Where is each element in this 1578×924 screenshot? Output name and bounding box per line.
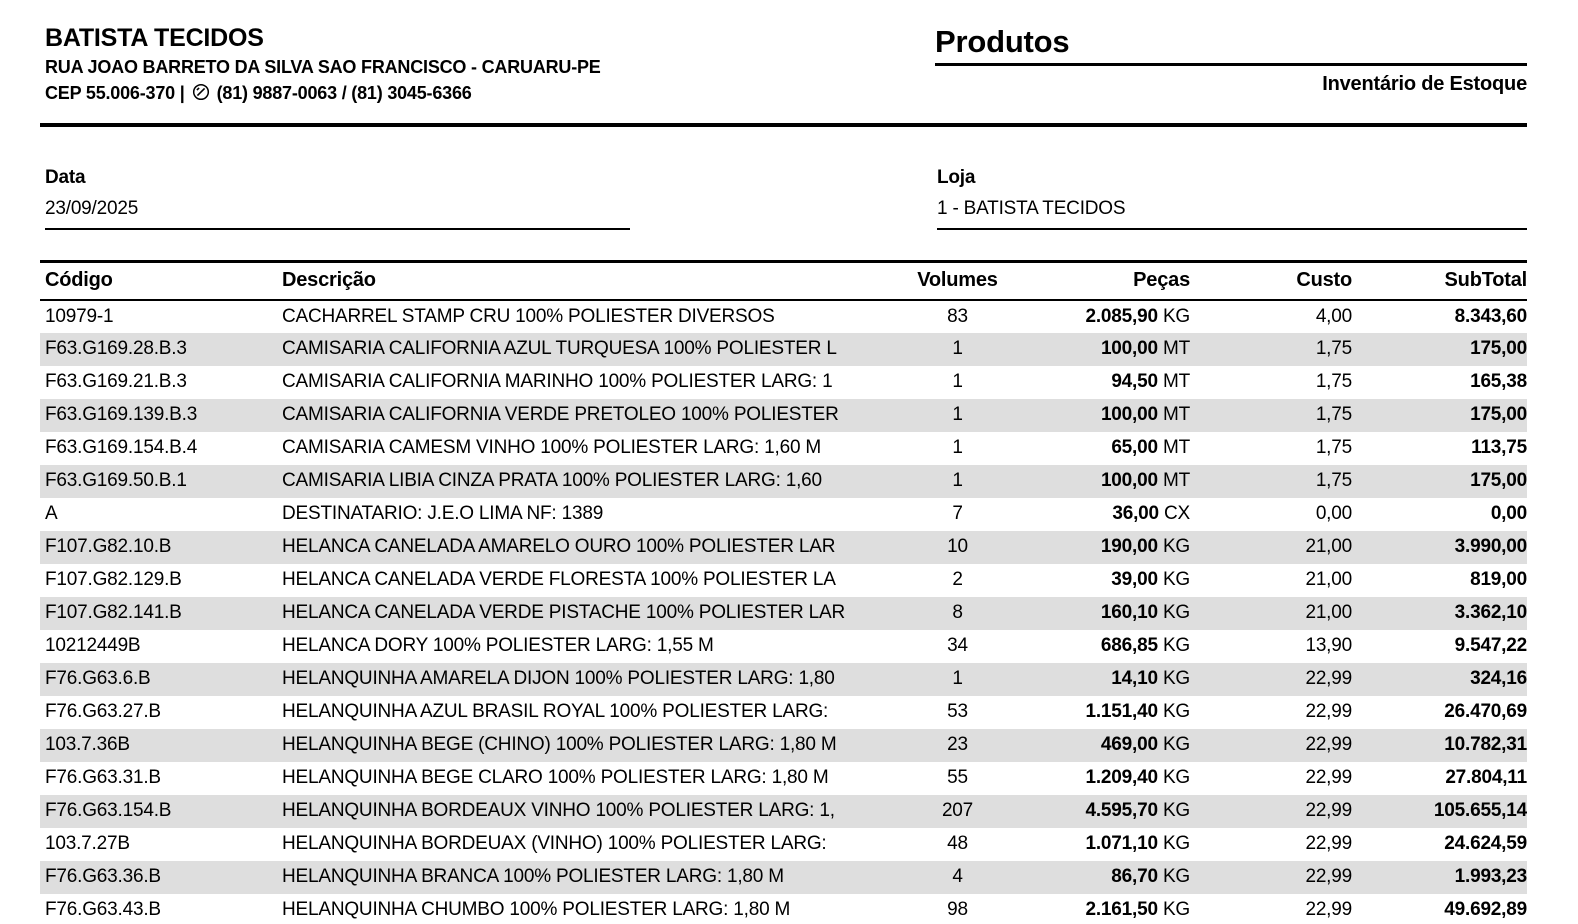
cell-volumes: 1 — [952, 371, 963, 393]
cell-volumes: 83 — [947, 305, 968, 327]
report-title-block — [935, 24, 1527, 96]
column-header-volumes: Volumes — [905, 261, 1010, 300]
column-header-subtotal: SubTotal — [1357, 261, 1527, 300]
unit-label: KG — [1162, 866, 1190, 888]
column-header-codigo: Código — [40, 261, 277, 300]
cell-pecas: 94,50 MT — [1111, 371, 1190, 393]
date-field — [45, 167, 630, 230]
phone-circle-icon — [192, 83, 210, 106]
table-body — [40, 300, 1527, 924]
table-row — [40, 333, 1527, 366]
cell-custo: 22,99 — [1305, 668, 1352, 690]
cell-custo: 0,00 — [1315, 503, 1352, 525]
cell-subtotal: 8.343,60 — [1454, 305, 1527, 327]
table-row — [40, 795, 1527, 828]
table-row — [40, 564, 1527, 597]
cell-descricao: HELANQUINHA AMARELA DIJON 100% POLIESTER LARG: 1,80 — [282, 668, 835, 690]
cell-pecas: 190,00 KG — [1100, 536, 1190, 558]
column-header-descricao: Descrição — [277, 261, 905, 300]
cell-custo: 22,99 — [1305, 734, 1352, 756]
cell-pecas: 686,85 KG — [1100, 635, 1190, 657]
cell-subtotal: 3.990,00 — [1454, 536, 1527, 558]
unit-label: KG — [1162, 536, 1190, 558]
unit-label: KG — [1162, 767, 1190, 789]
cell-subtotal: 819,00 — [1470, 569, 1527, 591]
cell-custo: 22,99 — [1305, 800, 1352, 822]
cell-descricao: HELANQUINHA BEGE (CHINO) 100% POLIESTER LARG: 1,80 M — [282, 734, 837, 756]
cell-volumes: 1 — [952, 668, 963, 690]
cell-subtotal: 27.804,11 — [1445, 767, 1527, 789]
cell-volumes: 10 — [947, 536, 968, 558]
cell-codigo: 10979-1 — [45, 305, 114, 327]
cell-descricao: HELANCA CANELADA VERDE PISTACHE 100% POLIESTER LAR — [282, 602, 846, 624]
cell-subtotal: 113,75 — [1471, 437, 1527, 459]
cell-volumes: 34 — [947, 635, 968, 657]
cell-subtotal: 175,00 — [1470, 470, 1527, 492]
cell-volumes: 48 — [947, 833, 968, 855]
cell-descricao: HELANCA DORY 100% POLIESTER LARG: 1,55 M — [282, 635, 714, 657]
cell-codigo: F63.G169.139.B.3 — [45, 404, 198, 426]
report-title-underline — [935, 24, 1527, 66]
cell-custo: 21,00 — [1305, 536, 1352, 558]
cell-pecas: 39,00 KG — [1111, 569, 1190, 591]
report-title: Produtos — [935, 24, 1070, 59]
meta-row — [40, 167, 1527, 230]
report-header — [40, 24, 1527, 105]
cell-descricao: CAMISARIA CALIFORNIA VERDE PRETOLEO 100% POLIESTER — [282, 404, 839, 426]
cell-descricao: HELANQUINHA AZUL BRASIL ROYAL 100% POLIESTER LARG: — [282, 701, 829, 723]
cell-subtotal: 175,00 — [1470, 404, 1527, 426]
cell-descricao: CACHARREL STAMP CRU 100% POLIESTER DIVERSOS — [282, 305, 775, 327]
cell-pecas: 1.209,40 KG — [1085, 767, 1190, 789]
table-row — [40, 696, 1527, 729]
cell-custo: 22,99 — [1305, 833, 1352, 855]
unit-label: KG — [1162, 734, 1190, 756]
cell-descricao: HELANQUINHA BRANCA 100% POLIESTER LARG: 1,80 M — [282, 866, 784, 888]
company-address: RUA JOAO BARRETO DA SILVA SAO FRANCISCO - CARUARU-PE — [45, 56, 601, 77]
cell-custo: 1,75 — [1315, 404, 1352, 426]
cell-volumes: 98 — [947, 899, 968, 921]
cell-descricao: CAMISARIA CAMESM VINHO 100% POLIESTER LARG: 1,60 M — [282, 437, 822, 459]
cell-custo: 22,99 — [1305, 701, 1352, 723]
cell-descricao: CAMISARIA CALIFORNIA AZUL TURQUESA 100% POLIESTER L — [282, 338, 837, 360]
cell-custo: 22,99 — [1305, 767, 1352, 789]
unit-label: KG — [1162, 635, 1190, 657]
cell-custo: 1,75 — [1315, 338, 1352, 360]
unit-label: KG — [1162, 602, 1190, 624]
table-row — [40, 597, 1527, 630]
company-block — [40, 24, 601, 105]
cell-custo: 1,75 — [1315, 437, 1352, 459]
unit-label: MT — [1162, 404, 1190, 426]
cell-subtotal: 1.993,23 — [1454, 866, 1527, 888]
company-name: BATISTA TECIDOS — [45, 24, 264, 52]
store-field — [937, 167, 1527, 230]
company-phones: (81) 9887-0063 / (81) 3045-6366 — [216, 82, 472, 103]
cell-volumes: 1 — [952, 338, 963, 360]
table-header — [40, 261, 1527, 300]
cell-volumes: 7 — [952, 503, 963, 525]
store-value: 1 - BATISTA TECIDOS — [937, 197, 1126, 219]
cell-subtotal: 0,00 — [1490, 503, 1527, 525]
cell-descricao: HELANCA CANELADA AMARELO OURO 100% POLIESTER LAR — [282, 536, 836, 558]
cell-codigo: F107.G82.129.B — [45, 569, 182, 591]
cell-codigo: 103.7.27B — [45, 833, 130, 855]
date-value: 23/09/2025 — [45, 197, 139, 219]
cell-pecas: 14,10 KG — [1111, 668, 1190, 690]
table-row — [40, 630, 1527, 663]
unit-label: MT — [1162, 371, 1190, 393]
column-header-custo: Custo — [1195, 261, 1357, 300]
cell-volumes: 1 — [952, 437, 963, 459]
cell-codigo: F76.G63.6.B — [45, 668, 151, 690]
table-row — [40, 894, 1527, 924]
unit-label: KG — [1162, 569, 1190, 591]
cell-descricao: HELANQUINHA BORDEAUX VINHO 100% POLIESTER LARG: 1, — [282, 800, 835, 822]
cell-pecas: 469,00 KG — [1100, 734, 1190, 756]
cell-pecas: 86,70 KG — [1111, 866, 1190, 888]
cell-custo: 21,00 — [1305, 602, 1352, 624]
cell-codigo: F63.G169.21.B.3 — [45, 371, 187, 393]
cell-custo: 1,75 — [1315, 470, 1352, 492]
cell-volumes: 4 — [952, 866, 963, 888]
cell-pecas: 36,00 CX — [1112, 503, 1190, 525]
cell-volumes: 207 — [941, 800, 974, 822]
cell-volumes: 1 — [952, 470, 963, 492]
table-row — [40, 663, 1527, 696]
cell-subtotal: 324,16 — [1470, 668, 1527, 690]
cell-pecas: 2.085,90 KG — [1085, 305, 1190, 327]
column-header-pecas: Peças — [1010, 261, 1195, 300]
table-row — [40, 366, 1527, 399]
cell-pecas: 2.161,50 KG — [1085, 899, 1190, 921]
table-row — [40, 432, 1527, 465]
cell-descricao: HELANQUINHA BORDEUAX (VINHO) 100% POLIESTER LARG: — [282, 833, 827, 855]
cell-custo: 1,75 — [1315, 371, 1352, 393]
cell-pecas: 1.151,40 KG — [1085, 701, 1190, 723]
cell-codigo: F76.G63.36.B — [45, 866, 161, 888]
cell-codigo: F107.G82.141.B — [45, 602, 182, 624]
table-row — [40, 498, 1527, 531]
cell-subtotal: 175,00 — [1470, 338, 1527, 360]
cell-volumes: 2 — [952, 569, 963, 591]
report-subtitle: Inventário de Estoque — [1322, 73, 1527, 95]
cell-pecas: 100,00 MT — [1100, 404, 1190, 426]
cell-subtotal: 3.362,10 — [1454, 602, 1527, 624]
table-row — [40, 300, 1527, 333]
unit-label: KG — [1162, 305, 1190, 327]
cell-codigo: F63.G169.28.B.3 — [45, 338, 187, 360]
table-row — [40, 729, 1527, 762]
cell-pecas: 100,00 MT — [1100, 470, 1190, 492]
cell-pecas: 65,00 MT — [1111, 437, 1190, 459]
cell-codigo: 103.7.36B — [45, 734, 130, 756]
store-label: Loja — [937, 166, 976, 188]
cell-codigo: F76.G63.31.B — [45, 767, 161, 789]
cell-codigo: F76.G63.154.B — [45, 800, 172, 822]
unit-label: MT — [1162, 338, 1190, 360]
table-row — [40, 762, 1527, 795]
cell-descricao: CAMISARIA LIBIA CINZA PRATA 100% POLIESTER LARG: 1,60 — [282, 470, 822, 492]
cell-volumes: 8 — [952, 602, 963, 624]
cell-subtotal: 24.624,59 — [1444, 833, 1527, 855]
unit-label: KG — [1162, 899, 1190, 921]
cell-codigo: F63.G169.154.B.4 — [45, 437, 198, 459]
cell-custo: 13,90 — [1305, 635, 1352, 657]
cell-codigo: F76.G63.27.B — [45, 701, 161, 723]
table-row — [40, 399, 1527, 432]
cell-descricao: CAMISARIA CALIFORNIA MARINHO 100% POLIESTER LARG: 1 — [282, 371, 833, 393]
table-row — [40, 828, 1527, 861]
company-cep: CEP 55.006-370 | — [45, 82, 185, 103]
cell-custo: 21,00 — [1305, 569, 1352, 591]
cell-codigo: F76.G63.43.B — [45, 899, 161, 921]
table-row — [40, 861, 1527, 894]
cell-volumes: 53 — [947, 701, 968, 723]
unit-label: KG — [1162, 833, 1190, 855]
unit-label: KG — [1162, 701, 1190, 723]
cell-codigo: F63.G169.50.B.1 — [45, 470, 187, 492]
cell-descricao: HELANQUINHA CHUMBO 100% POLIESTER LARG: 1,80 M — [282, 899, 791, 921]
cell-pecas: 160,10 KG — [1100, 602, 1190, 624]
cell-custo: 22,99 — [1305, 899, 1352, 921]
cell-pecas: 4.595,70 KG — [1085, 800, 1190, 822]
cell-volumes: 23 — [947, 734, 968, 756]
cell-descricao: HELANQUINHA BEGE CLARO 100% POLIESTER LARG: 1,80 M — [282, 767, 829, 789]
cell-volumes: 55 — [947, 767, 968, 789]
cell-pecas: 100,00 MT — [1100, 338, 1190, 360]
cell-subtotal: 9.547,22 — [1454, 635, 1527, 657]
cell-subtotal: 10.782,31 — [1444, 734, 1527, 756]
report-page — [40, 0, 1527, 924]
company-contact — [45, 82, 601, 105]
date-label: Data — [45, 166, 86, 188]
cell-subtotal: 49.692,89 — [1444, 899, 1527, 921]
cell-codigo: F107.G82.10.B — [45, 536, 172, 558]
unit-label: KG — [1162, 800, 1190, 822]
unit-label: KG — [1162, 668, 1190, 690]
table-row — [40, 531, 1527, 564]
cell-subtotal: 165,38 — [1470, 371, 1527, 393]
unit-label: CX — [1164, 503, 1190, 525]
unit-label: MT — [1162, 437, 1190, 459]
header-divider — [40, 123, 1527, 127]
cell-custo: 22,99 — [1305, 866, 1352, 888]
table-row — [40, 465, 1527, 498]
cell-subtotal: 26.470,69 — [1444, 701, 1527, 723]
cell-subtotal: 105.655,14 — [1433, 800, 1527, 822]
products-table — [40, 260, 1527, 924]
cell-descricao: HELANCA CANELADA VERDE FLORESTA 100% POLIESTER LA — [282, 569, 836, 591]
cell-custo: 4,00 — [1315, 305, 1352, 327]
cell-pecas: 1.071,10 KG — [1085, 833, 1190, 855]
cell-volumes: 1 — [952, 404, 963, 426]
cell-codigo: 10212449B — [45, 635, 141, 657]
cell-codigo: A — [45, 503, 58, 525]
cell-descricao: DESTINATARIO: J.E.O LIMA NF: 1389 — [282, 503, 604, 525]
unit-label: MT — [1162, 470, 1190, 492]
